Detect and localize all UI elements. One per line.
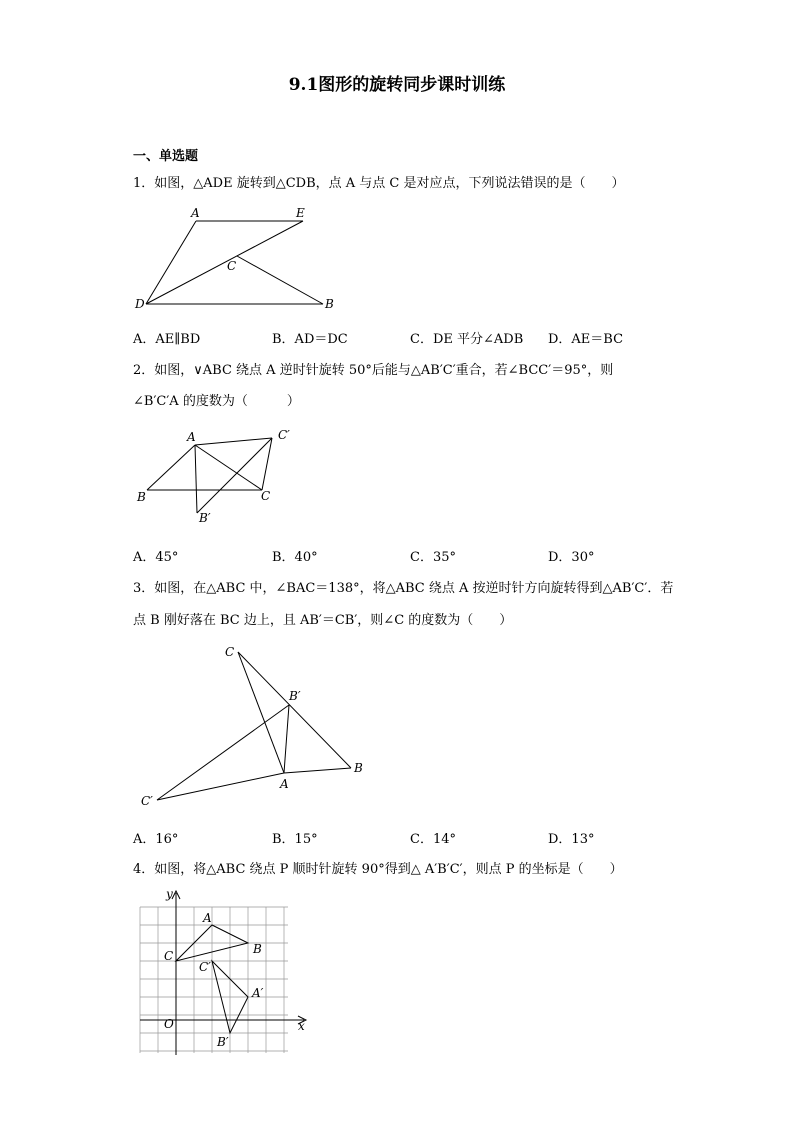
q3-label-c1: C′ — [141, 794, 153, 808]
q2-segment-ab1 — [195, 445, 197, 513]
q3-segment-cb — [238, 652, 351, 768]
q3-option-b: B．15° — [272, 832, 318, 847]
q3-option-a: A．16° — [133, 832, 179, 847]
q1-segment-cb — [237, 256, 323, 304]
q3-label-c: C — [225, 645, 235, 659]
q3-segment-ab — [284, 768, 351, 773]
q1-segment-de — [146, 221, 303, 304]
question-1-stem: 1．如图，△ADE 旋转到△CDB，点 A 与点 C 是对应点，下列说法错误的是（ ） — [133, 176, 625, 191]
q1-label-e: E — [296, 206, 305, 220]
q4-label-c1: C′ — [199, 960, 211, 974]
q4-label-y: y — [166, 887, 173, 901]
question-3-stem-line2: 点 B 刚好落在 BC 边上，且 AB′＝CB′，则∠C 的度数为（ ） — [133, 613, 513, 628]
question-3-stem-line1: 3．如图，在△ABC 中，∠BAC＝138°，将△ABC 绕点 A 按逆时针方向旋转得到△AB′C′．若 — [133, 581, 674, 596]
section-heading: 一、单选题 — [133, 149, 199, 164]
q4-label-o: O — [164, 1017, 174, 1031]
q1-label-b: B — [325, 297, 334, 311]
q3-segment-b1a — [284, 705, 289, 773]
q1-option-b: B．AD＝DC — [272, 332, 348, 347]
question-4-stem: 4．如图，将△ABC 绕点 P 顺时针旋转 90°得到△ A′B′C′，则点 P 的坐标是（ ） — [133, 862, 623, 877]
q3-segment-ca — [238, 652, 284, 773]
q2-segment-ac1 — [195, 438, 272, 445]
q1-label-c: C — [227, 259, 237, 273]
q2-segment-ac — [195, 445, 262, 490]
q2-label-a: A — [187, 430, 196, 444]
q1-option-a: A．AE∥BD — [133, 332, 201, 347]
question-2-stem-line2: ∠B′C′A 的度数为（ ） — [133, 394, 300, 409]
q2-option-b: B．40° — [272, 550, 318, 565]
q4-label-b1: B′ — [217, 1035, 229, 1049]
q4-label-a: A — [203, 911, 212, 925]
q4-label-a1: A′ — [252, 986, 264, 1000]
q1-label-a: A — [191, 206, 200, 220]
q3-label-b: B — [354, 761, 363, 775]
q3-option-d: D．13° — [548, 832, 595, 847]
question-2-stem-line1: 2．如图，∨ABC 绕点 A 逆时针旋转 50°后能与△AB′C′重合，若∠BCC′＝95°，则 — [133, 363, 614, 378]
q2-label-c: C — [261, 489, 271, 503]
q2-option-c: C．35° — [410, 550, 456, 565]
q2-label-b1: B′ — [199, 511, 211, 525]
q1-option-c: C．DE 平分∠ADB — [410, 332, 524, 347]
q1-label-d: D — [135, 297, 145, 311]
q3-label-a: A — [280, 777, 289, 791]
q2-option-a: A．45° — [133, 550, 179, 565]
q2-label-c1: C′ — [278, 428, 290, 442]
page-title: 9.1图形的旋转同步课时训练 — [288, 75, 506, 95]
q2-label-b: B — [137, 490, 146, 504]
q1-segment-ad — [146, 221, 196, 304]
q1-option-d: D．AE＝BC — [548, 332, 624, 347]
q4-label-b: B — [253, 942, 262, 956]
q3-label-b1: B′ — [289, 689, 301, 703]
q3-option-c: C．14° — [410, 832, 456, 847]
q2-option-d: D．30° — [548, 550, 595, 565]
q2-segment-ab — [147, 445, 195, 490]
q4-label-c: C — [164, 949, 174, 963]
q4-label-x: x — [298, 1019, 305, 1033]
q4-grid — [140, 907, 288, 1053]
